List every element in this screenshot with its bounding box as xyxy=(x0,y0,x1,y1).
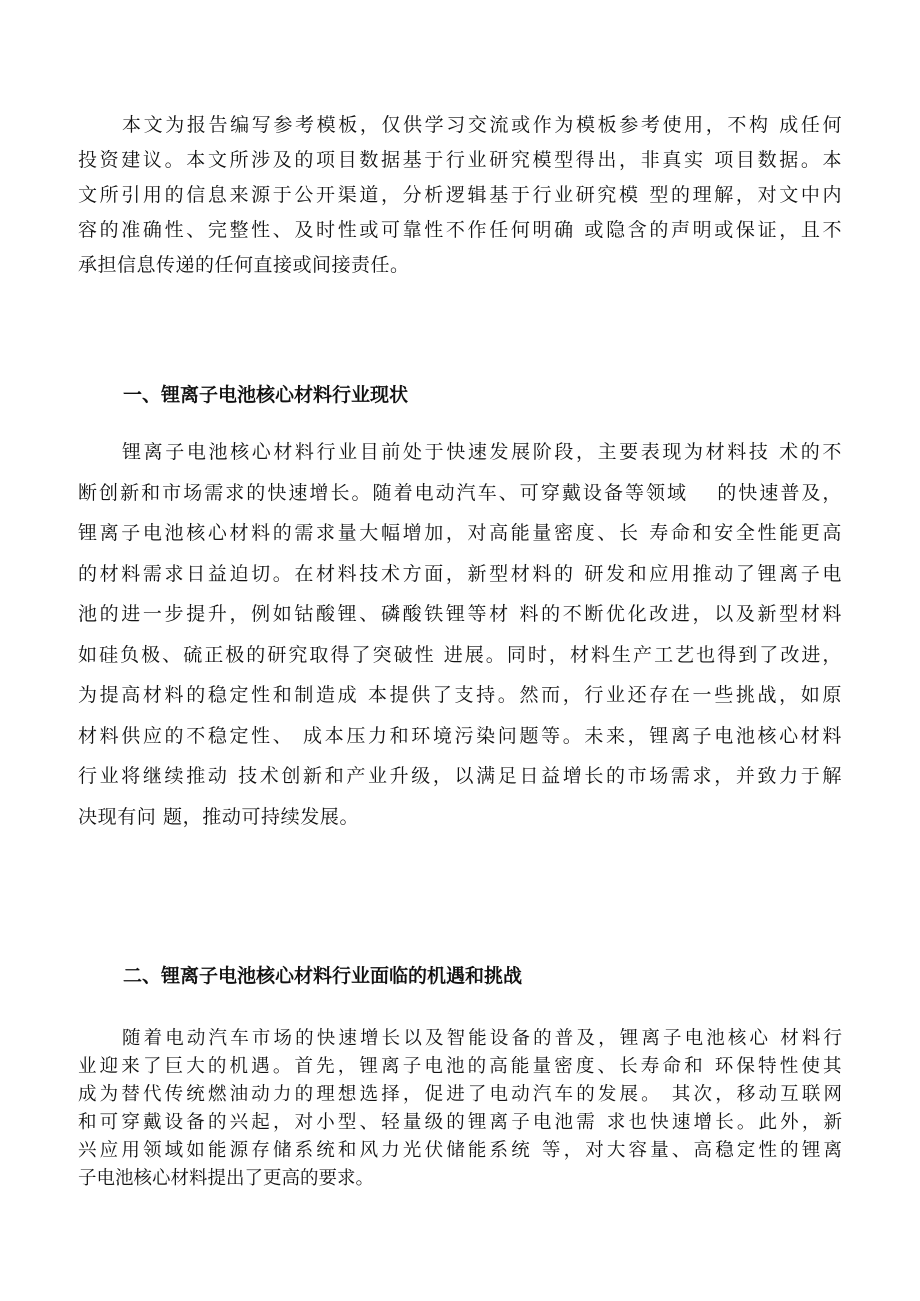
paragraph-line: 容的准确性、完整性、及时性或可靠性不作任何明确 或隐含的声明或保证，且不 xyxy=(78,219,842,241)
paragraph-line: 承担信息传递的任何直接或间接责任。 xyxy=(78,254,410,276)
paragraph-line: 决现有问 题，推动可持续发展。 xyxy=(78,805,360,828)
opportunities-paragraph xyxy=(78,1025,842,1193)
industry-status-paragraph xyxy=(78,432,842,837)
paragraph-line: 本文为报告编写参考模板，仅供学习交流或作为模板参考使用，不构 成任何 xyxy=(122,114,842,136)
paragraph-line: 兴应用领域如能源存储系统和风力光伏储能系统 等，对大容量、高稳定性的锂离 xyxy=(78,1140,842,1161)
paragraph-line: 文所引用的信息来源于公开渠道，分析逻辑基于行业研究模 型的理解，对文中内 xyxy=(78,184,842,206)
paragraph-line: 的材料需求日益迫切。在材料技术方面，新型材料的 研发和应用推动了锂离子电 xyxy=(78,562,842,585)
disclaimer-paragraph xyxy=(78,108,842,283)
paragraph-line: 随着电动汽车市场的快速增长以及智能设备的普及，锂离子电池核心 材料行 xyxy=(122,1028,842,1049)
section-heading-industry-status: 一、锂离子电池核心材料行业现状 xyxy=(123,384,409,406)
paragraph-line: 业迎来了巨大的机遇。首先，锂离子电池的高能量密度、长寿命和 环保特性使其 xyxy=(78,1056,842,1077)
paragraph-line: 和可穿戴设备的兴起，对小型、轻量级的锂离子电池需 求也快速增长。此外，新 xyxy=(78,1112,842,1133)
paragraph-line: 锂离子电池核心材料的需求量大幅增加，对高能量密度、长 寿命和安全性能更高 xyxy=(78,522,842,544)
paragraph-line: 成为替代传统燃油动力的理想选择，促进了电动汽车的发展。 其次，移动互联网 xyxy=(78,1084,842,1105)
paragraph-line: 子电池核心材料提出了更高的要求。 xyxy=(78,1168,375,1189)
paragraph-line: 锂离子电池核心材料行业目前处于快速发展阶段，主要表现为材料技 术的不 xyxy=(122,441,842,463)
paragraph-line: 为提高材料的稳定性和制造成 本提供了支持。然而，行业还存在一些挑战，如原 xyxy=(78,684,842,706)
paragraph-line: 材料供应的不稳定性、 成本压力和环境污染问题等。未来，锂离子电池核心材料 xyxy=(78,724,842,747)
section-heading-opportunities-challenges: 二、锂离子电池核心材料行业面临的机遇和挑战 xyxy=(123,965,523,987)
paragraph-line: 池的进一步提升，例如钴酸锂、磷酸铁锂等材 料的不断优化改进，以及新型材料 xyxy=(78,603,842,625)
paragraph-line: 行业将继续推动 技术创新和产业升级，以满足日益增长的市场需求，并致力于解 xyxy=(78,765,842,787)
paragraph-line: 投资建议。本文所涉及的项目数据基于行业研究模型得出，非真实 项目数据。本 xyxy=(78,149,842,171)
paragraph-line: 断创新和市场需求的快速增长。随着电动汽车、可穿戴设备等领域 的快速普及， xyxy=(78,481,842,504)
paragraph-line: 如硅负极、硫正极的研究取得了突破性 进展。同时，材料生产工艺也得到了改进， xyxy=(78,643,842,666)
